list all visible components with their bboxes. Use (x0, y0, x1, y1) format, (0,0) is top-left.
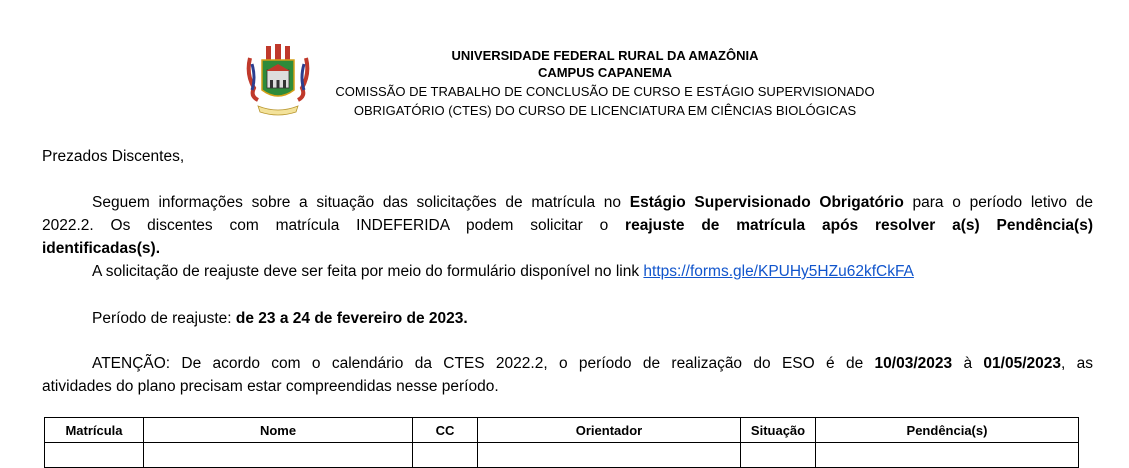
form-link[interactable]: https://forms.gle/KPUHy5HZu62kfCkFA (643, 263, 914, 280)
greeting: Prezados Discentes, (42, 148, 185, 165)
header-commission-line2: OBRIGATÓRIO (CTES) DO CURSO DE LICENCIATURA EM CIÊNCIAS BIOLÓGICAS (353, 103, 857, 118)
col-pendencias: Pendência(s) (816, 418, 1079, 443)
paragraph-3: Período de reajuste: de 23 a 24 de fevereiro de 2023. (92, 310, 468, 327)
col-situacao: Situação (741, 418, 816, 443)
header-campus: CAMPUS CAPANEMA (537, 65, 673, 80)
enrollment-table (44, 417, 1079, 468)
paragraph-1-line2: 2022.2. Os discentes com matrícula INDEFERIDA podem solicitar o reajuste de matrícula após resolver a(s) Pendência(s) (42, 217, 1094, 234)
paragraph-4-line1: ATENÇÃO: De acordo com o calendário da CTES 2022.2, o período de realização do ESO é de 10/03/2023 à 01/05/2023, as (92, 355, 1094, 372)
table-row (45, 443, 1079, 468)
paragraph-1-line1: Seguem informações sobre a situação das solicitações de matrícula no Estágio Supervisionado Obrigatório para o período letivo de (92, 194, 1094, 211)
table-header-row (45, 418, 1079, 443)
header-commission-line1: COMISSÃO DE TRABALHO DE CONCLUSÃO DE CURSO E ESTÁGIO SUPERVISIONADO (335, 84, 875, 99)
col-nome: Nome (144, 418, 413, 443)
col-cc: CC (413, 418, 478, 443)
col-orientador: Orientador (478, 418, 741, 443)
paragraph-2: A solicitação de reajuste deve ser feita por meio do formulário disponível no link https://forms.gle/KPUHy5HZu62kfCkFA (92, 263, 914, 280)
header-university: UNIVERSIDADE FEDERAL RURAL DA AMAZÔNIA (451, 48, 759, 63)
paragraph-4-line2: atividades do plano precisam estar compreendidas nesse período. (42, 378, 499, 395)
paragraph-1-line3: identificadas(s). (42, 240, 160, 257)
col-matricula: Matrícula (45, 418, 144, 443)
